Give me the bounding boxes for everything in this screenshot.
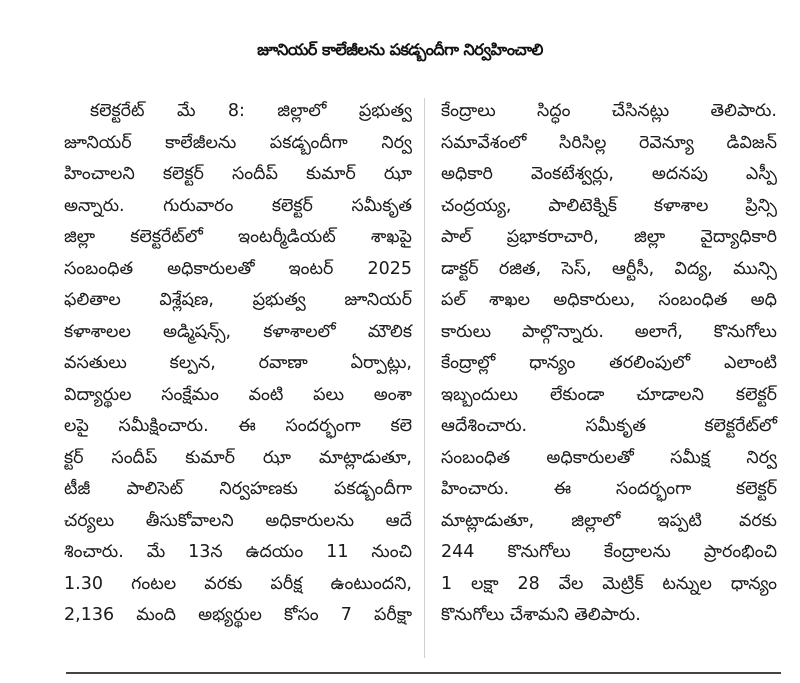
right-line-15: 244 కొనుగోలు కేంద్రాలను ప్రారంభించి bbox=[441, 542, 777, 562]
right-line-9: కేంద్రాల్లో ధాన్యం తరలింపులో ఎలాంటి bbox=[441, 353, 777, 373]
right-line-13: హించారు. ఈ సందర్భంగా కలెక్టర్ bbox=[441, 479, 777, 499]
right-line-12: సంబంధిత అధికారులతో సమీక్ష నిర్వ bbox=[441, 447, 777, 468]
left-line-5: జిల్లా కలెక్టరేట్‌లో ఇంటర్మీడియట్ శాఖపై bbox=[64, 227, 412, 247]
left-line-2: జూనియర్ కాలేజీలను పకడ్బందీగా నిర్వ bbox=[64, 132, 412, 153]
left-line-1: కలెక్టరేట్ మే 8: జిల్లాలో ప్రభుత్వ bbox=[90, 101, 412, 121]
right-line-10: ఇబ్బందులు లేకుండా చూడాలని కలెక్టర్ bbox=[441, 384, 777, 405]
left-line-13: టీజీ పాలిసెట్ నిర్వహణకు పకడ్బందీగా bbox=[64, 479, 412, 499]
article-column-left bbox=[64, 96, 412, 632]
left-line-6: సంబంధిత అధికారులతో ఇంటర్ 2025 bbox=[64, 258, 412, 279]
right-line-5: పాల్ ప్రభాకరాచారి, జిల్లా వైద్యాధికారి bbox=[441, 227, 777, 247]
right-line-6: డాక్టర్ రజిత, సెస్, ఆర్టీసీ, విద్య, మున్సి bbox=[441, 258, 777, 279]
left-line-12: క్టర్ సందీప్ కుమార్ ఝా మాట్లాడుతూ, bbox=[64, 447, 412, 468]
right-line-7: పల్ శాఖల అధికారులు, సంబంధిత అధి bbox=[441, 290, 777, 310]
right-line-17: కొనుగోలు చేశామని తెలిపారు. bbox=[441, 605, 641, 625]
right-line-4: చంద్రయ్య, పాలిటెక్నిక్ కళాశాల ప్రిన్సి bbox=[441, 195, 777, 216]
left-line-9: వసతులు కల్పన, రవాణా ఏర్పాట్లు, bbox=[64, 353, 412, 373]
article-headline: జూనియర్ కాలేజీలను పకడ్బందీగా నిర్వహించాలి bbox=[257, 40, 543, 59]
article-column-right bbox=[441, 96, 777, 632]
right-line-1: కేంద్రాలు సిద్ధం చేసినట్లు తెలిపారు. bbox=[441, 101, 777, 121]
left-line-10: విద్యార్థుల సంక్షేమం వంటి పలు అంశా bbox=[64, 384, 412, 405]
right-line-11: ఆదేశించారు. సమీకృత కలెక్టరేట్‌లో bbox=[441, 416, 777, 436]
right-line-16: 1 లక్షా 28 వేల మెట్రిక్ టన్నుల ధాన్యం bbox=[441, 573, 777, 594]
column-divider bbox=[424, 98, 425, 658]
left-line-3: హించాలని కలెక్టర్ సందీప్ కుమార్ ఝా bbox=[64, 164, 412, 184]
right-line-2: సమావేశంలో సిరిసిల్ల రెవెన్యూ డివిజన్ bbox=[441, 132, 777, 153]
left-line-16: 1.30 గంటల వరకు పరీక్ష ఉంటుందని, bbox=[64, 573, 412, 594]
left-line-4: అన్నారు. గురువారం కలెక్టర్ సమీకృత bbox=[64, 195, 412, 216]
left-line-8: కళాశాలల అడ్మిషన్స్, కళాశాలలో మౌలిక bbox=[64, 321, 412, 342]
left-line-14: చర్యలు తీసుకోవాలని అధికారులను ఆదే bbox=[64, 510, 412, 531]
left-line-7: ఫలితాల విశ్లేషణ, ప్రభుత్వ జూనియర్ bbox=[64, 290, 412, 310]
left-line-15: శించారు. మే 13న ఉదయం 11 నుంచి bbox=[64, 542, 412, 562]
bottom-rule bbox=[66, 672, 781, 674]
left-line-17: 2,136 మంది అభ్యర్థుల కోసం 7 పరీక్షా bbox=[64, 605, 412, 625]
right-line-8: కారులు పాల్గొన్నారు. అలాగే, కొనుగోలు bbox=[441, 321, 777, 342]
right-line-3: అధికారి వెంకటేశ్వర్లు, అదనపు ఎస్పీ bbox=[441, 164, 777, 184]
left-line-11: లపై సమీక్షించారు. ఈ సందర్భంగా కలె bbox=[64, 416, 412, 436]
right-line-14: మాట్లాడుతూ, జిల్లాలో ఇప్పటి వరకు bbox=[441, 510, 777, 531]
